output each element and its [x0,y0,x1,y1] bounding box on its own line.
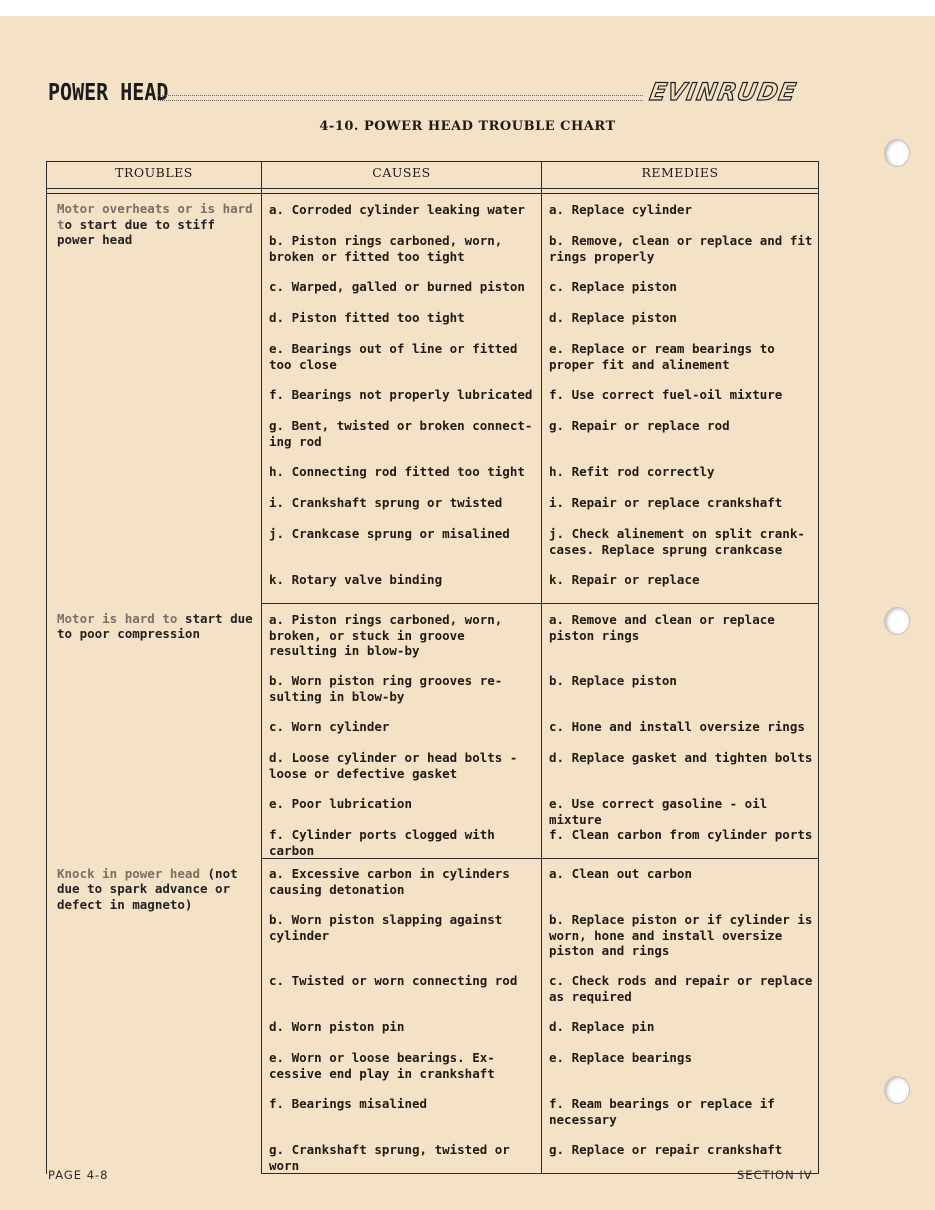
remedy-cell: a. Replace cylinder [542,194,819,234]
cause-cell: a. Corroded cylinder leaking water [262,194,542,234]
cause-cell: i. Crankshaft sprung or twisted [262,495,542,526]
remedy-cell: a. Remove and clean or replace piston rings [542,604,819,674]
cause-cell: g. Crankshaft sprung, twisted or worn [262,1142,542,1174]
table-row [47,859,819,913]
remedy-cell: g. Replace or repair crankshaft [542,1142,819,1174]
remedy-cell: b. Remove, clean or replace and fit rings properly [542,233,819,279]
trouble-cell [47,859,262,1174]
trouble-text: Motor is hard to start due to poor compression [57,610,253,641]
cause-cell: e. Worn or loose bearings. Ex-cessive end play in crankshaft [262,1050,542,1096]
cause-cell: b. Worn piston ring grooves re-sulting in blow-by [262,673,542,719]
column-header-causes: CAUSES [262,162,542,189]
cause-cell: b. Worn piston slapping against cylinder [262,912,542,973]
chart-title: 4-10. POWER HEAD TROUBLE CHART [319,119,616,134]
trouble-cell [47,604,262,859]
remedy-cell: b. Replace piston or if cylinder is worn, hone and install oversize piston and rings [542,912,819,973]
cause-cell: c. Warped, galled or burned piston [262,279,542,310]
remedy-cell: h. Refit rod correctly [542,464,819,495]
cause-cell: d. Loose cylinder or head bolts - loose or defective gasket [262,750,542,796]
remedy-cell: e. Use correct gasoline - oil mixture [542,796,819,827]
remedy-cell: j. Check alinement on split crank-cases. Replace sprung crankcase [542,526,819,572]
cause-cell: f. Cylinder ports clogged with carbon [262,827,542,859]
cause-cell: c. Worn cylinder [262,719,542,750]
brand-logo: EVINRUDE [647,78,799,106]
binder-hole-bottom [884,1076,910,1104]
table-row [47,604,819,674]
remedy-cell: a. Clean out carbon [542,859,819,913]
remedy-cell: f. Clean carbon from cylinder ports [542,827,819,859]
cause-cell: d. Worn piston pin [262,1019,542,1050]
cause-cell: c. Twisted or worn connecting rod [262,973,542,1019]
section-label: SECTION IV [737,1168,813,1182]
binder-hole-middle [884,607,910,635]
remedy-cell: d. Replace gasket and tighten bolts [542,750,819,796]
remedy-cell: e. Replace bearings [542,1050,819,1096]
trouble-chart-body [47,194,819,1174]
trouble-text: Knock in power head (not due to spark advance or defect in magneto) [57,865,238,912]
cause-cell: g. Bent, twisted or broken connect-ing rod [262,418,542,464]
column-header-remedies: REMEDIES [542,162,819,189]
remedy-cell: d. Replace piston [542,310,819,341]
remedy-cell: e. Replace or ream bearings to proper fit and alinement [542,341,819,387]
remedy-cell: d. Replace pin [542,1019,819,1050]
cause-cell: a. Excessive carbon in cylinders causing detonation [262,859,542,913]
remedy-cell: f. Ream bearings or replace if necessary [542,1096,819,1142]
cause-cell: d. Piston fitted too tight [262,310,542,341]
table-row [47,194,819,234]
page-number: PAGE 4-8 [48,1168,109,1182]
remedy-cell: g. Repair or replace rod [542,418,819,464]
trouble-cell [47,194,262,604]
cause-cell: j. Crankcase sprung or misalined [262,526,542,572]
binder-hole-top [884,139,910,167]
cause-cell: a. Piston rings carboned, worn, broken, or stuck in groove resulting in blow-by [262,604,542,674]
remedy-cell: f. Use correct fuel-oil mixture [542,387,819,418]
remedy-cell: k. Repair or replace [542,572,819,604]
cause-cell: e. Poor lubrication [262,796,542,827]
remedy-cell: c. Hone and install oversize rings [542,719,819,750]
cause-cell: f. Bearings not properly lubricated [262,387,542,418]
trouble-text: Motor overheats or is hard to start due to stiff power head [57,201,253,247]
cause-cell: h. Connecting rod fitted too tight [262,464,542,495]
trouble-chart-table [46,161,819,1174]
cause-cell: e. Bearings out of line or fitted too close [262,341,542,387]
remedy-cell: b. Replace piston [542,673,819,719]
cause-cell: f. Bearings misalined [262,1096,542,1142]
scan-top-margin [0,0,935,16]
remedy-cell: c. Replace piston [542,279,819,310]
cause-cell: b. Piston rings carboned, worn, broken or fitted too tight [262,233,542,279]
header-rule [158,95,643,101]
column-header-troubles: TROUBLES [47,162,262,189]
cause-cell: k. Rotary valve binding [262,572,542,604]
remedy-cell: i. Repair or replace crankshaft [542,495,819,526]
remedy-cell: c. Check rods and repair or replace as required [542,973,819,1019]
section-header-title: POWER HEAD [48,78,169,106]
